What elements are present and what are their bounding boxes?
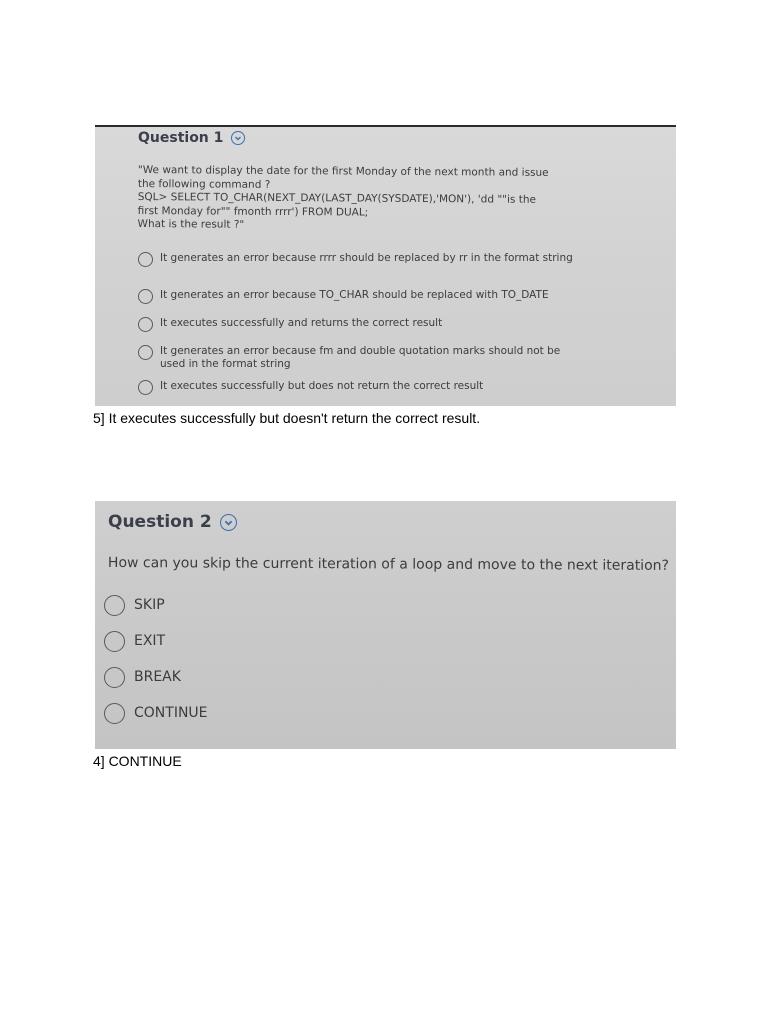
question-2-option-1[interactable] [104,595,165,616]
question-1-option-3[interactable] [138,317,588,332]
question-2-title [108,512,237,532]
question-1-option-1[interactable] [138,252,588,267]
option-label: BREAK [134,669,181,685]
option-label: It executes successfully but does not return the correct result [160,380,484,392]
radio-button-icon[interactable] [104,703,125,724]
question-2-option-3[interactable] [104,667,181,688]
radio-button-icon[interactable] [138,380,153,395]
question-1-title-text: Question 1 [138,130,224,146]
radio-button-icon[interactable] [104,595,125,616]
option-label: SKIP [134,597,165,613]
question-1-title [138,130,245,146]
radio-button-icon[interactable] [138,345,153,360]
radio-button-icon[interactable] [104,631,125,652]
radio-button-icon[interactable] [138,252,153,267]
question-2-screenshot [95,501,676,749]
option-label: It executes successfully and returns the correct result [160,317,443,329]
question-2-title-text: Question 2 [108,512,212,532]
question-1-option-4[interactable] [138,345,588,370]
radio-button-icon[interactable] [138,317,153,332]
option-label: It generates an error because rrrr should be replaced by rr in the format string [160,252,573,264]
question-1-text: "We want to display the date for the first Monday of the next month and issue the following command ? SQL> SELECT TO_CHAR(NEXT_DAY(LAST_DAY(SYSDATE),'MON'), 'dd ""is the first Monday for"" fmonth rrrr') FROM DUAL; What is the result ?" [137,164,549,231]
chevron-down-circle-icon[interactable] [231,131,245,145]
question-2-option-4[interactable] [104,703,208,724]
question-2-option-2[interactable] [104,631,165,652]
question-1-answer: 5] It executes successfully but doesn't return the correct result. [93,410,481,426]
question-1-option-5[interactable] [138,380,588,395]
option-label: EXIT [134,633,166,649]
radio-button-icon[interactable] [104,667,125,688]
option-label: It generates an error because TO_CHAR should be replaced with TO_DATE [160,289,549,301]
option-label: CONTINUE [134,705,208,721]
question-2-text: How can you skip the current iteration of a loop and move to the next iteration? [107,555,670,574]
question-1-option-2[interactable] [138,289,588,304]
question-1-screenshot [95,125,676,406]
option-label: It generates an error because fm and double quotation marks should not be used in the format string [160,345,561,370]
radio-button-icon[interactable] [138,289,153,304]
chevron-down-circle-icon[interactable] [220,514,237,531]
question-2-answer: 4] CONTINUE [93,753,182,769]
